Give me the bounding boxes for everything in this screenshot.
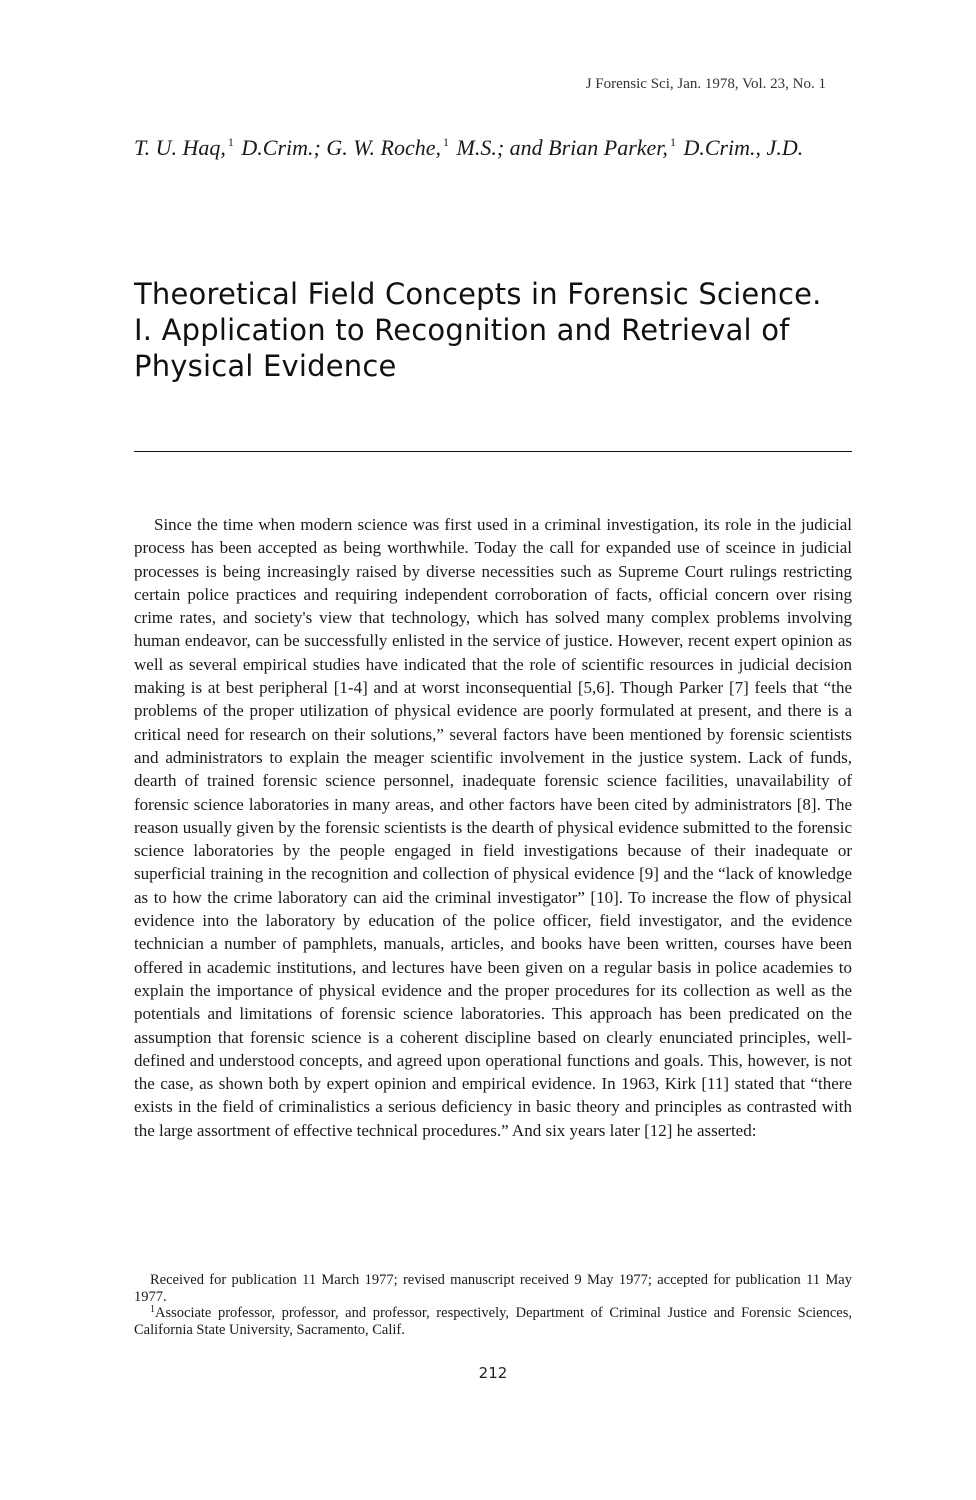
footnote-marker: 1 (443, 135, 450, 149)
title-divider (134, 451, 852, 452)
author-credentials: D.Crim., J.D. (677, 135, 804, 160)
footnote-received: Received for publication 11 March 1977; revised manuscript received 9 May 1977; accepted for publication 11 May 1977. (134, 1272, 852, 1305)
author-list (134, 131, 864, 165)
footnote-marker: 1 (227, 135, 234, 149)
title-line: I. Application to Recognition and Retrieval of (134, 313, 790, 347)
body-paragraph: Since the time when modern science was first used in a criminal investigation, its role in the judicial process has been accepted as being worthwhile. Today the call for expanded use of sceince in judicial processes is being increasingly raised by diverse necessities such as Supreme Court rulings restricting certain police practices and requiring independent corroboration of facts, official concern over rising crime rates, and society's view that technology, which has solved many complex problems involving human endeavor, can be successfully enlisted in the service of justice. However, recent expert opinion as well as several empirical studies have indicated that the role of scientific resources in judicial decision making is at best peripheral [1-4] and at worst inconsequential [5,6]. Though Parker [7] feels that “the problems of the proper utilization of physical evidence are poorly formulated at present, and there is a critical need for research on their solutions,” several factors have been mentioned by forensic scientists and administrators to explain the meager scientific involvement in the justice system. Lack of funds, dearth of trained forensic science personnel, inadequate forensic science facilities, unavailability of forensic science laboratories in many areas, and other factors have been cited by administrators [8]. The reason usually given by the forensic scientists is the dearth of physical evidence submitted to the forensic science laboratories by the people engaged in field investigations because of their inadequate or superficial training in the recognition and collection of physical evidence [9] and the “lack of knowledge as to how the crime laboratory can aid the criminal investigator” [10]. To increase the flow of physical evidence into the laboratory by education of the police officer, field investigator, and the evidence technician a number of pamphlets, manuals, articles, and books have been written, courses have been offered in academic institutions, and lectures have been given on a regular basis in police academies to explain the importance of physical evidence and the proper procedures for its collection as well as the potentials and limitations of forensic science laboratories. This approach has been predicated on the assumption that forensic science is a coherent discipline based on clearly enunciated principles, well-defined and understood concepts, and agreed upon operational functions and goals. This, however, is not the case, as shown both by expert opinion and empirical evidence. In 1963, Kirk [11] stated that “there exists in the field of criminalistics a serious deficiency in basic theory and principles as contrasted with the large assortment of effective technical procedures.” And six years later [12] he asserted: (134, 515, 852, 1140)
title-line: Physical Evidence (134, 349, 397, 383)
footnote-marker: 1 (669, 135, 676, 149)
title-line: Theoretical Field Concepts in Forensic Science. (134, 277, 822, 311)
author-credentials: M.S.; and Brian Parker, (451, 135, 668, 160)
author-credentials: D.Crim.; G. W. Roche, (235, 135, 442, 160)
author-name: T. U. Haq, (134, 135, 226, 160)
article-title (134, 276, 874, 384)
footnotes (134, 1272, 852, 1338)
footnote-affiliation (134, 1305, 852, 1338)
footnote-marker: 1 (150, 1304, 155, 1315)
page-number: 212 (478, 1364, 508, 1382)
footnote-affiliation-text: Associate professor, professor, and professor, respectively, Department of Criminal Justice and Forensic Sciences, California State University, Sacramento, Calif. (134, 1305, 852, 1338)
journal-citation: J Forensic Sci, Jan. 1978, Vol. 23, No. 1 (585, 76, 826, 92)
